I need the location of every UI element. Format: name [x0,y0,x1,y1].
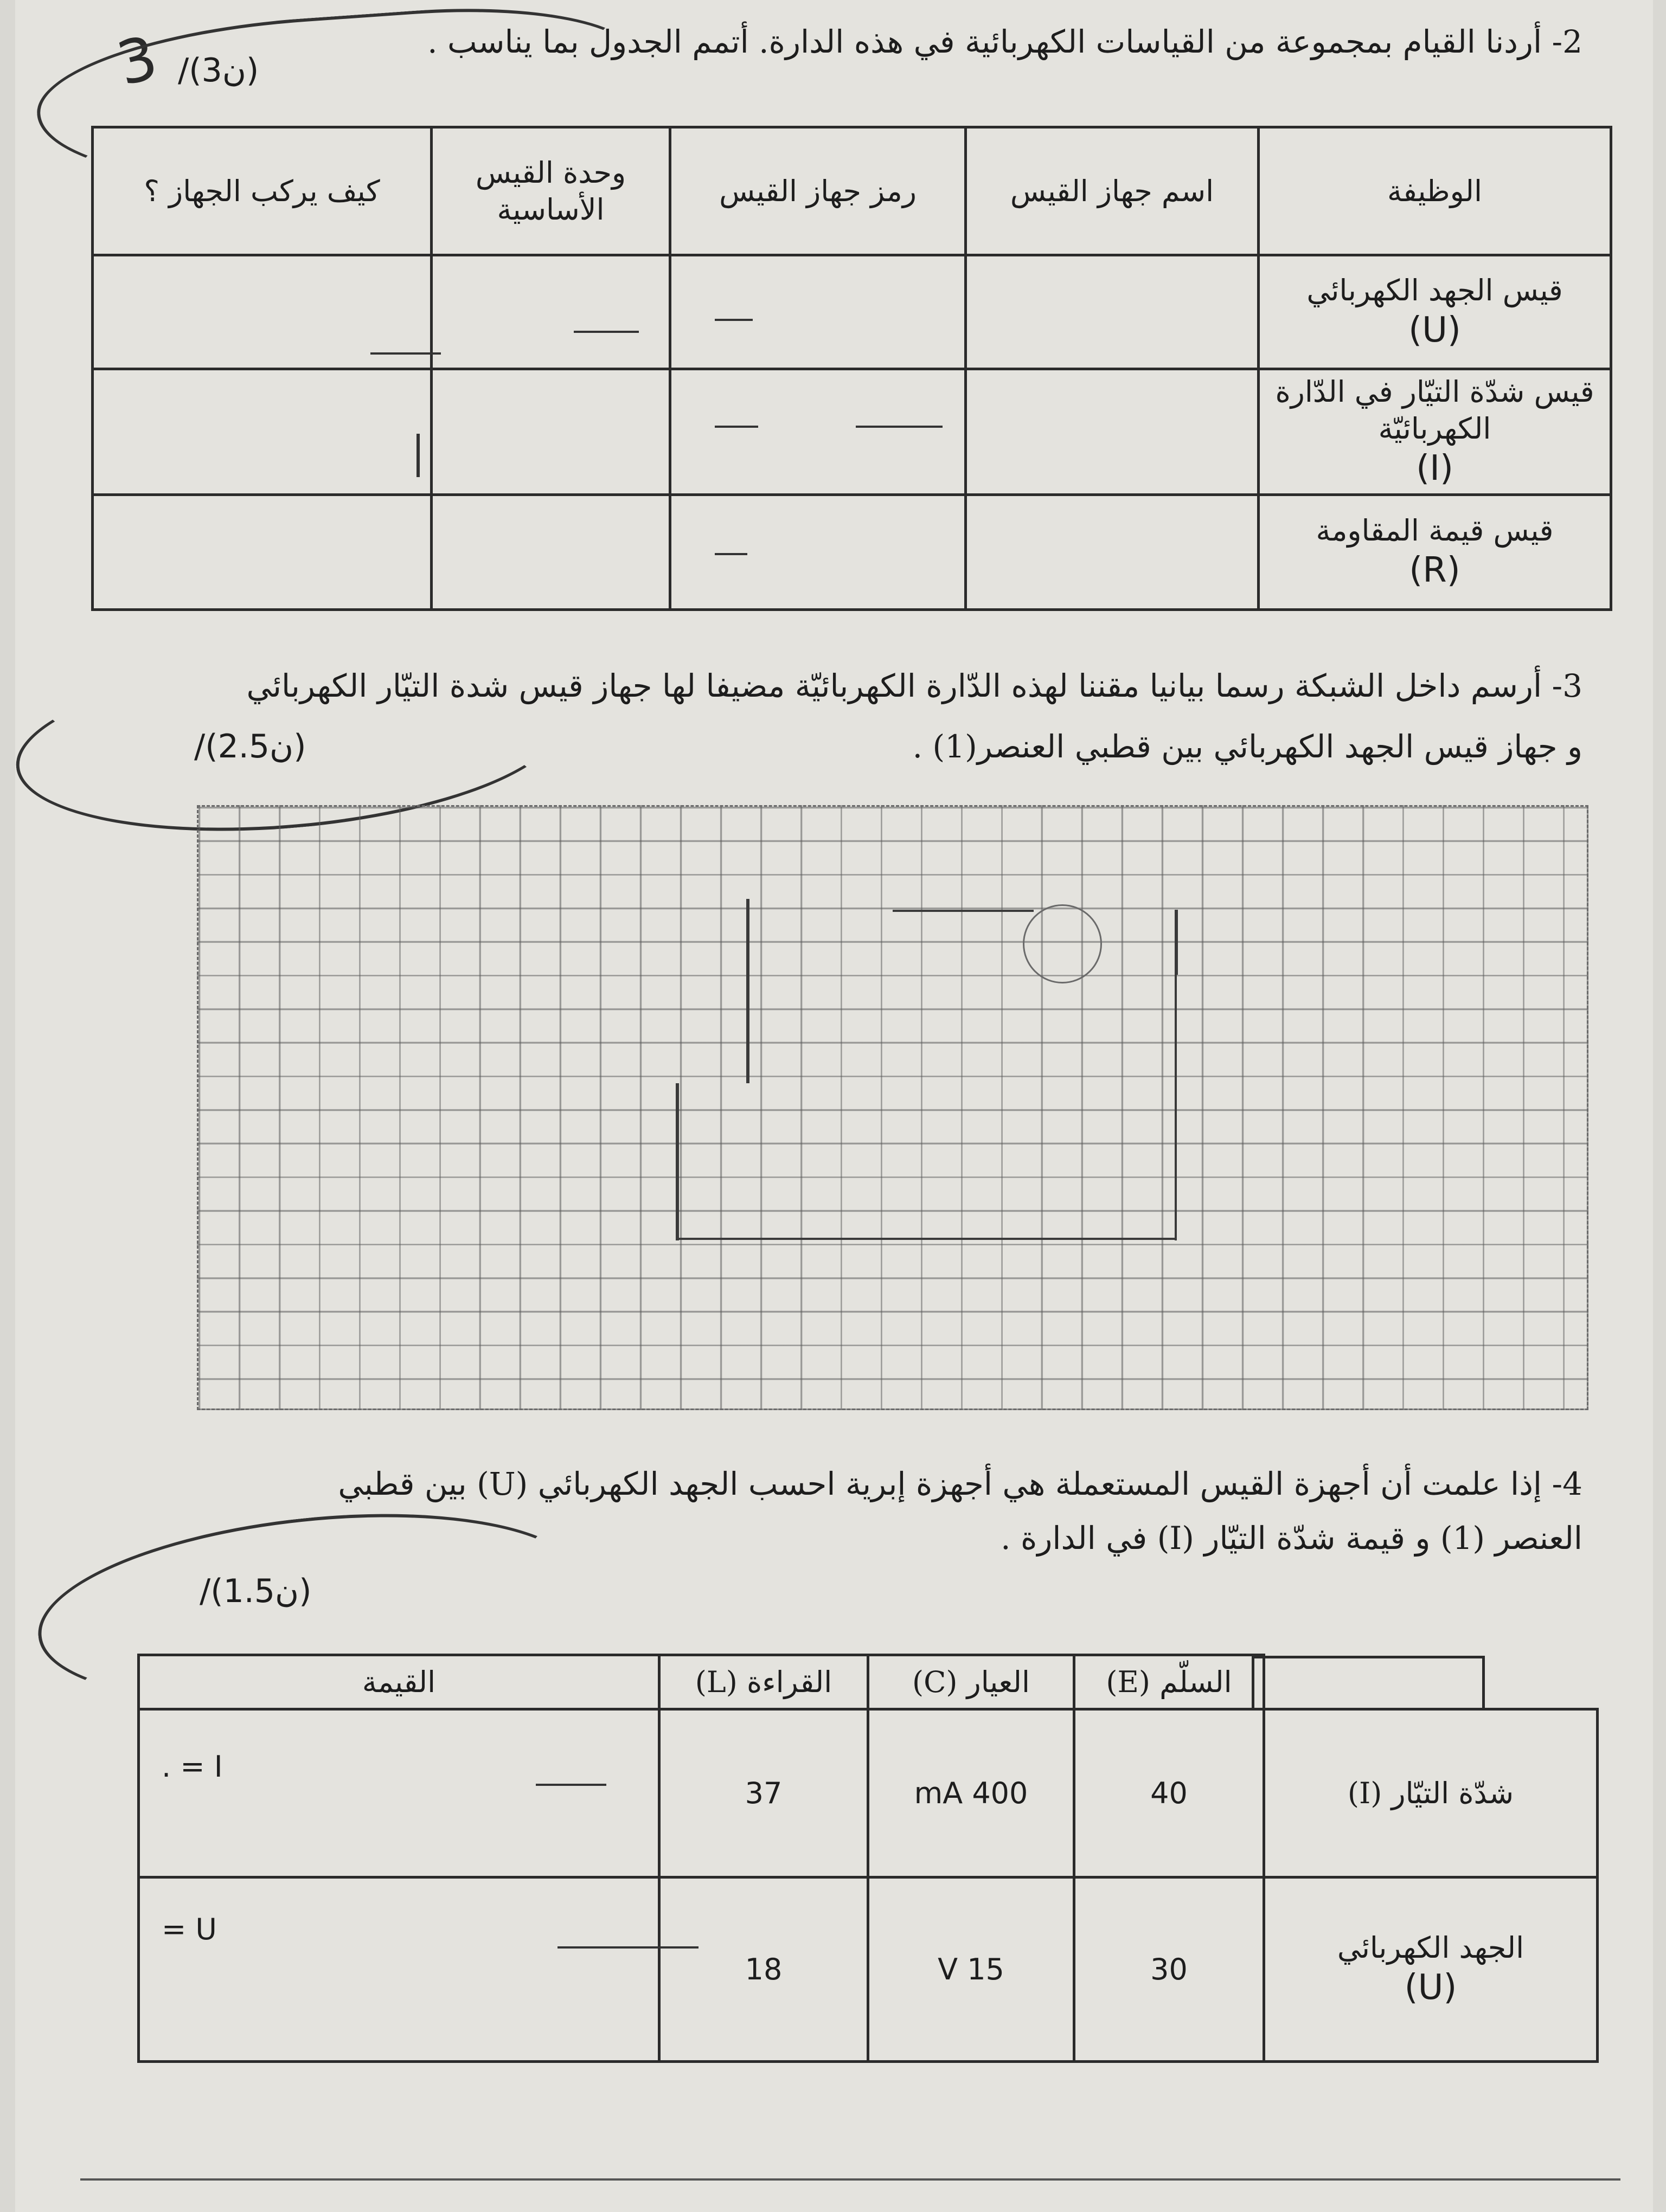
row-symbol: (U) [1408,310,1461,351]
result-cell[interactable] [139,1877,659,2062]
row-function: قيس شدّة التيّار في الدّارة الكهربائيّة [1275,375,1594,446]
caliber-value: 400 mA [868,1709,1074,1877]
pencil-mark [370,352,441,355]
row-function: قيس قيمة المقاومة [1316,513,1554,548]
drawing-grid[interactable] [197,805,1588,1410]
header-device-name: اسم جهاز القيس [966,127,1259,255]
answer-cell[interactable] [670,495,966,610]
header-unit: وحدة القيس الأساسية [432,127,670,255]
pencil-mark [536,1784,606,1786]
row-function-cell [1259,369,1611,495]
calculation-table [137,1654,1599,2063]
row-symbol: (I) [1416,448,1453,488]
pencil-mark [746,899,749,1083]
answer-cell[interactable] [966,495,1259,610]
pencil-mark [715,319,753,321]
exam-paper [15,0,1653,2212]
pencil-mark [1175,910,1178,975]
pencil-circle [1023,904,1102,983]
answer-cell[interactable] [432,369,670,495]
measurement-table [91,126,1612,611]
empty-corner [1264,1655,1598,1709]
header-value: القيمة [139,1655,659,1709]
header-scale: السلّم (E) [1074,1655,1264,1709]
table-row [93,255,1611,369]
reading-value: 37 [659,1709,868,1877]
row-label-cell [1264,1877,1598,2062]
row-symbol: (R) [1409,550,1460,591]
answer-cell[interactable] [432,495,670,610]
header-connection: كيف يركب الجهاز ؟ [93,127,432,255]
question-3-line2: و جهاز قيس الجهد الكهربائي بين قطبي العنصر(1) . [912,728,1582,765]
scale-value: 40 [1074,1709,1264,1877]
pencil-mark [893,910,1034,912]
page-bottom-border [80,2178,1620,2181]
answer-cell[interactable] [670,255,966,369]
header-function: الوظيفة [1259,127,1611,255]
question-4-line2: العنصر (1) و قيمة شدّة التيّار (I) في الدارة . [1001,1520,1582,1557]
result-cell[interactable] [139,1709,659,1877]
grade-mark: 3 [110,22,164,99]
question-3-points: /(ن2.5) [194,728,306,766]
answer-cell[interactable] [432,255,670,369]
row-label-symbol: (U) [1404,1967,1457,2008]
answer-cell[interactable] [670,369,966,495]
row-label: شدّة التيّار (I) [1264,1709,1598,1877]
pencil-mark [715,426,758,428]
pencil-mark [574,331,639,333]
row-function-cell [1259,255,1611,369]
answer-cell[interactable] [966,255,1259,369]
answer-cell[interactable] [93,255,432,369]
question-4-line1: 4- إذا علمت أن أجهزة القيس المستعملة هي أجهزة إبرية احسب الجهد الكهربائي (U) بين قطبي [338,1465,1582,1502]
scale-value: 30 [1074,1877,1264,2062]
caliber-value: 15 V [868,1877,1074,2062]
pencil-mark [558,1946,699,1949]
table-row [93,369,1611,495]
table-row [139,1709,1598,1877]
pencil-mark [676,1083,679,1240]
pencil-mark [715,553,747,555]
answer-cell[interactable] [93,495,432,610]
header-reading: القراءة (L) [659,1655,868,1709]
table-row [93,495,1611,610]
pencil-mark [856,426,943,428]
answer-cell[interactable] [966,369,1259,495]
reading-value: 18 [659,1877,868,2062]
row-function-cell [1259,495,1611,610]
header-caliber: العيار (C) [868,1655,1074,1709]
pencil-mark [676,1238,1175,1240]
header-device-symbol: رمز جهاز القيس [670,127,966,255]
question-4-points: /(ن1.5) [200,1572,312,1610]
question-2-points: /(ن3) [178,52,259,89]
question-3-line1: 3- أرسم داخل الشبكة رسما بيانيا مقننا لهذه الدّارة الكهربائيّة مضيفا لها جهاز قيس شدة التيّار الكهربائي [246,667,1582,704]
answer-cell[interactable] [93,369,432,495]
row-function: قيس الجهد الكهربائي [1306,273,1563,307]
pencil-mark [416,434,420,477]
table-row [139,1877,1598,2062]
row-label: الجهد الكهربائي [1337,1930,1524,1965]
pencil-mark [1175,969,1177,1240]
question-2-text: 2- أردنا القيام بمجموعة من القياسات الكهربائية في هذه الدارة. أتمم الجدول بما يناسب . [427,23,1582,60]
current-result: I = . [162,1750,223,1784]
voltage-result: U = [162,1912,217,1946]
